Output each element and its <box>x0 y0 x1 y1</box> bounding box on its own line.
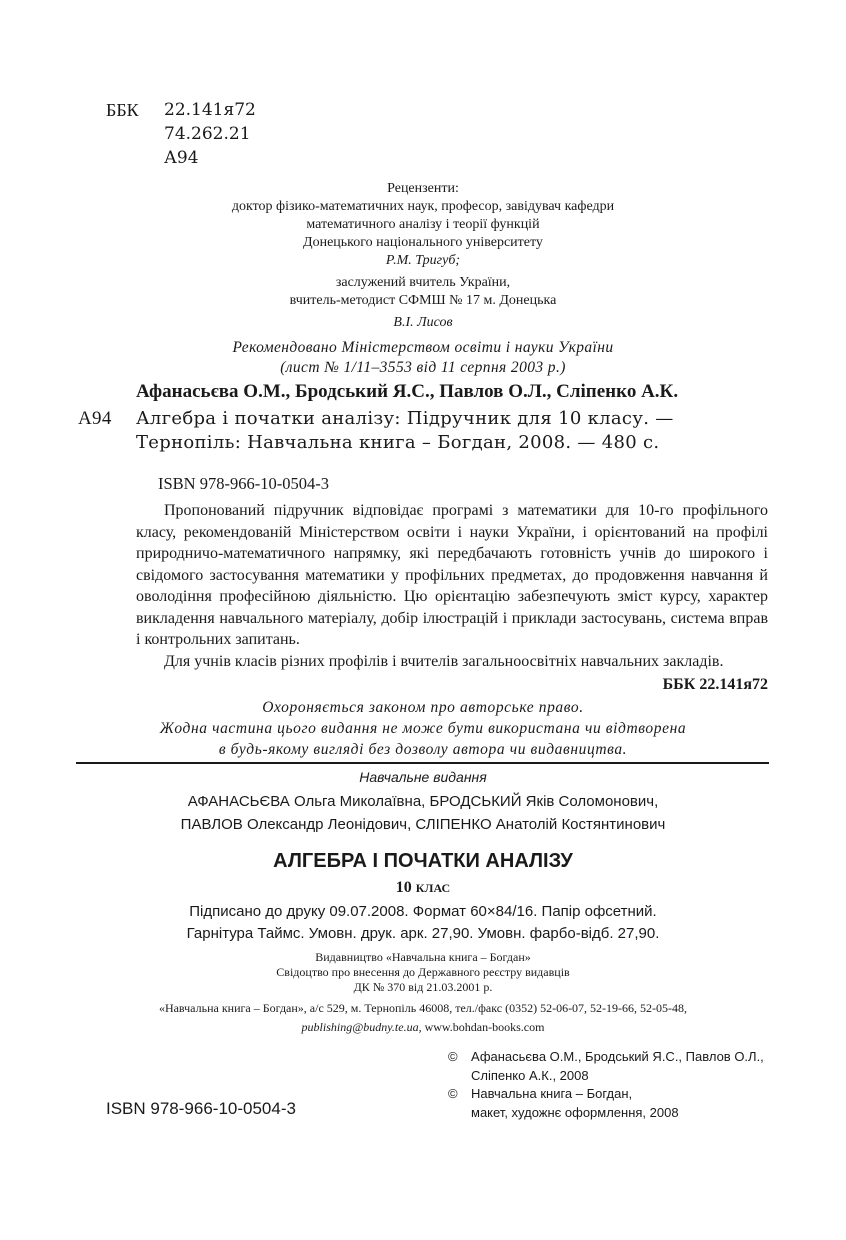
copyright-symbol: © <box>448 1049 458 1064</box>
publisher-line1: Видавництво «Навчальна книга – Богдан» <box>315 950 531 964</box>
author-surname: АФАНАСЬЄВА <box>187 793 290 810</box>
reviewer2-line: вчитель-методист СФМШ № 17 м. Донецька <box>289 293 557 308</box>
imprint-authors-line1 <box>0 793 846 810</box>
copyright-symbol: © <box>448 1086 458 1101</box>
copyright-1-line1: Афанасьєва О.М., Бродський Я.С., Павлов О.Л., <box>471 1049 764 1064</box>
copyright-2-line2: макет, художнє оформлення, 2008 <box>471 1105 679 1120</box>
reviewer2-name: В.І. Лисов <box>393 315 453 330</box>
recommendation-line1: Рекомендовано Міністерством освіти і науки України <box>232 339 614 356</box>
author-name: Олександр Леонідович, <box>242 816 416 833</box>
publisher-line3: ДК № 370 від 21.03.2001 р. <box>353 980 493 994</box>
reviewer1-line: Донецького національного університету <box>303 235 543 250</box>
publisher-website[interactable]: www.bohdan-books.com <box>421 1020 545 1034</box>
annotation-paragraph: Для учнів класів різних профілів і вчителів загальноосвітніх навчальних закладів. <box>164 652 724 670</box>
bbk-code-2: 74.262.21 <box>164 124 251 144</box>
annotation-bbk: ББК 22.141я72 <box>662 676 768 693</box>
bbk-code-3: А94 <box>164 148 199 168</box>
author-surname: БРОДСЬКИЙ <box>429 793 522 810</box>
annotation-paragraph: Пропонований підручник відповідає програмі з математики для 10-го профільного класу, рекомендованій Міністерством освіти і науки України, і орієнтований на профілі природничо-математичного напрямку, які передбачають готовність учнів до широкого і свідомого застосування математики у профільних предметах, до продовження навчання й оволодіння професійною діяльністю. Цю орієнтацію забезпечують зміст курсу, характер викладення навчального матеріалу, добір ілюстрацій і приклади застосувань, система вправ і контрольних запитань. <box>136 502 768 648</box>
bbk-code-1: 22.141я72 <box>164 100 256 120</box>
grade-number: 10 <box>395 879 412 896</box>
grade-word: КЛАС <box>415 881 451 895</box>
print-details-line2: Гарнітура Таймс. Умовн. друк. арк. 27,90. Умовн. фарбо-відб. 27,90. <box>186 925 660 942</box>
publisher-contacts <box>0 1020 846 1035</box>
imprint-authors-line2 <box>0 816 846 833</box>
grade <box>0 879 846 897</box>
annotation <box>136 500 768 672</box>
catalog-index: А94 <box>78 408 112 429</box>
catalog-authors: Афанасьєва О.М., Бродський Я.С., Павлов О.Л., Сліпенко А.К. <box>136 381 679 402</box>
print-details-line1: Підписано до друку 09.07.2008. Формат 60×84/16. Папір офсетний. <box>189 903 657 920</box>
copyright-notice-line2: Жодна частина цього видання не може бути використана чи відтворена <box>159 720 687 737</box>
author-name: Ольга Миколаївна, <box>289 793 430 810</box>
catalog-title-line2: Тернопіль: Навчальна книга – Богдан, 2008. — 480 с. <box>136 432 660 453</box>
catalog-isbn: ISBN 978-966-10-0504-3 <box>158 474 329 493</box>
reviewer1-name: Р.М. Тригуб; <box>385 253 461 268</box>
author-surname: СЛІПЕНКО <box>415 816 492 833</box>
reviewer1-line: доктор фізико-математичних наук, професор, завідувач кафедри <box>231 199 615 214</box>
copyright-notice-line3: в будь-якому вигляді без дозволу автора чи видавництва. <box>218 741 628 758</box>
divider <box>76 762 769 764</box>
book-title: АЛГЕБРА І ПОЧАТКИ АНАЛІЗУ <box>273 850 573 872</box>
publisher-line2: Свідоцтво про внесення до Державного реєстру видавців <box>276 965 570 979</box>
author-surname: ПАВЛОВ <box>180 816 243 833</box>
catalog-title-line1: Алгебра і початки аналізу: Підручник для 10 класу. — <box>136 408 674 429</box>
recommendation-line2: (лист № 1/11–3553 від 11 серпня 2003 р.) <box>280 359 566 376</box>
copyright-notice-line1: Охороняється законом про авторське право. <box>262 699 584 716</box>
reviewer2-line: заслужений вчитель України, <box>335 275 511 290</box>
edition-type: Навчальне видання <box>359 769 487 785</box>
bbk-label: ББК <box>106 100 139 120</box>
publisher-email[interactable]: publishing@budny.te.ua, <box>301 1020 422 1034</box>
copyright-2-line1: Навчальна книга – Богдан, <box>471 1086 633 1101</box>
publisher-address: «Навчальна книга – Богдан», а/с 529, м. Тернопіль 46008, тел./факс (0352) 52-06-07, 52-19-66, 52-05-48, <box>158 1001 688 1015</box>
footer-isbn: ISBN 978-966-10-0504-3 <box>106 1099 296 1118</box>
reviewer1-line: математичного аналізу і теорії функцій <box>306 217 540 232</box>
author-name: Яків Соломонович, <box>521 793 659 810</box>
copyright-1-line2: Сліпенко А.К., 2008 <box>471 1068 589 1083</box>
reviewers-heading: Рецензенти: <box>387 181 459 196</box>
author-name: Анатолій Костянтинович <box>491 816 666 833</box>
